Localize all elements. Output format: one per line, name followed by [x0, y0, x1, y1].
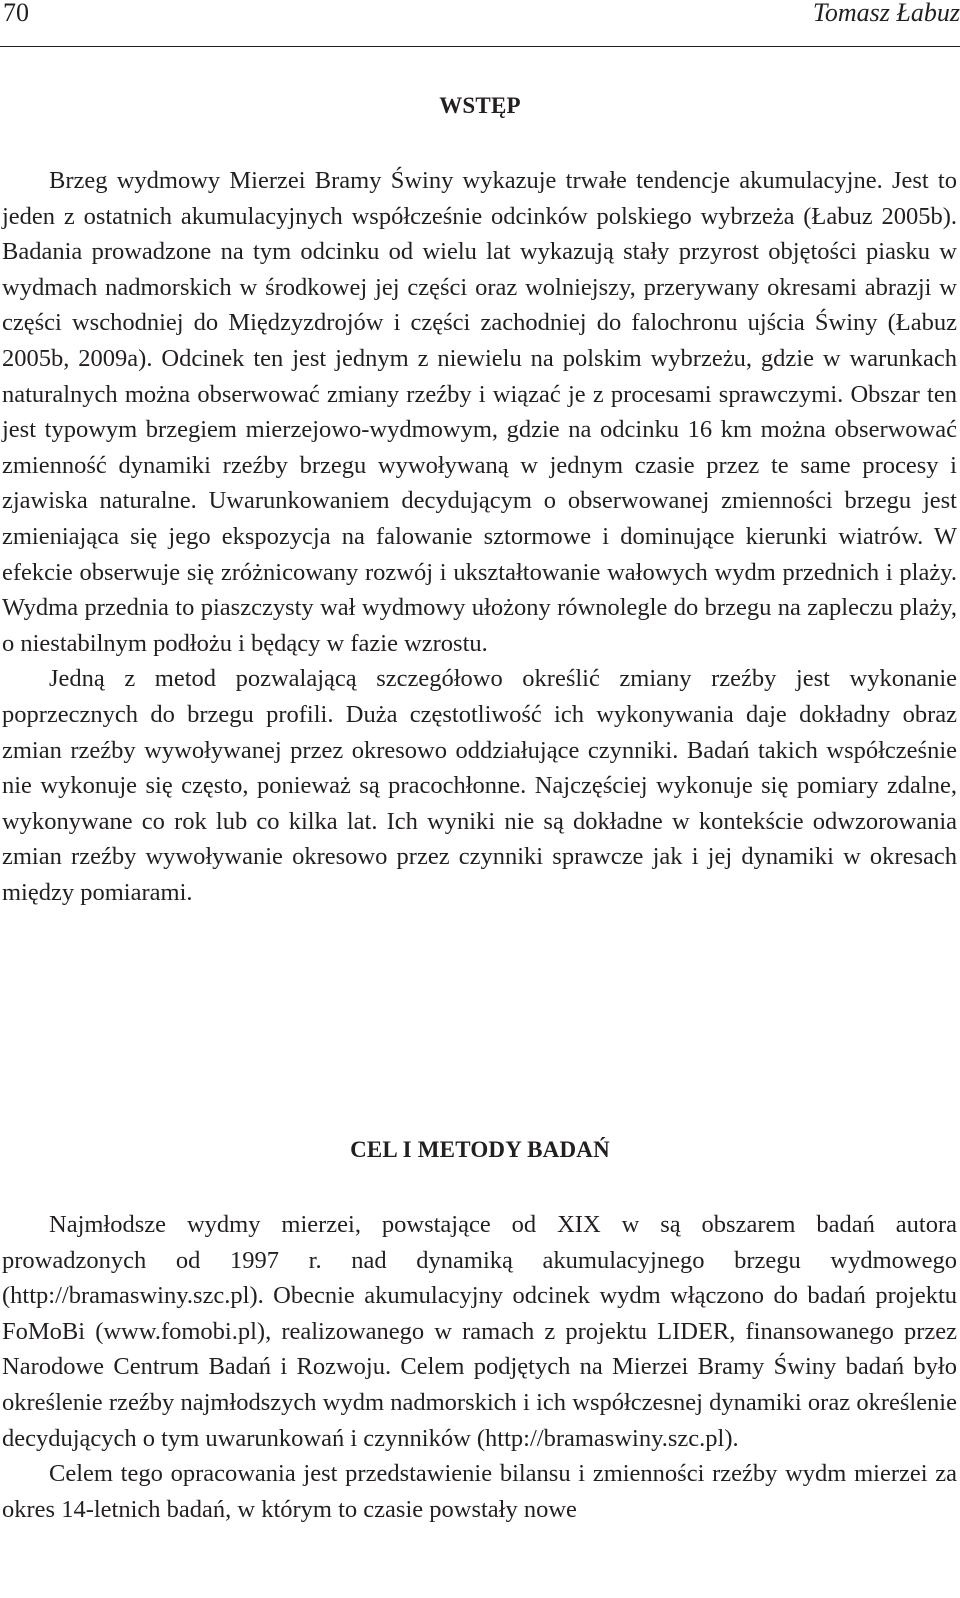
section-body-cel-i-metody [2, 1207, 957, 1527]
page-number: 70 [3, 0, 29, 27]
paragraph: Brzeg wydmowy Mierzei Bramy Świny wykazuje trwałe tendencje akumulacyjne. Jest to jeden z ostatnich akumulacyjnych współcześnie odcinków polskiego wybrzeża (Łabuz 2005b). Badania prowadzone na tym odcinku od wielu lat wykazują stały przyrost objętości piasku w wydmach nadmorskich w środkowej jej części oraz wolniejszy, przerywany okresami abrazji w części wschodniej do Międzyzdrojów i części zachodniej do falochronu ujścia Świny (Łabuz 2005b, 2009a). Odcinek ten jest jednym z niewielu na polskim wybrzeżu, gdzie w warunkach naturalnych można obserwować zmiany rzeźby i wiązać je z procesami sprawczymi. Obszar ten jest typowym brzegiem mierzejowo-wydmowym, gdzie na odcinku 16 km można obserwować zmienność dynamiki rzeźby brzegu wywoływaną w jednym czasie przez te same procesy i zjawiska naturalne. Uwarunkowaniem decydującym o obserwowanej zmienności brzegu jest zmieniająca się jego ekspozycja na falowanie sztormowe i dominujące kierunki wiatrów. W efekcie obserwuje się zróżnicowany rozwój i ukształtowanie wałowych wydm przednich i plaży. Wydma przednia to piaszczysty wał wydmowy ułożony równolegle do brzegu na zapleczu plaży, o niestabilnym podłożu i będący w fazie wzrostu. [2, 167, 957, 657]
section-heading-cel-i-metody: CEL I METODY BADAŃ [350, 1137, 610, 1162]
running-author: Tomasz Łabuz [812, 0, 960, 27]
paragraph: Najmłodsze wydmy mierzei, powstające od XIX w są obszarem badań autora prowadzonych od 1997 r. nad dynamiką akumulacyjnego brzegu wydmowego (http://bramaswiny.szc.pl). Obecnie akumulacyjny odcinek wydm włączono do badań projektu FoMoBi (www.fomobi.pl), realizowanego w ramach z projektu LIDER, finansowanego przez Narodowe Centrum Badań i Rozwoju. Celem podjętych na Mierzei Bramy Świny badań było określenie rzeźby najmłodszych wydm nadmorskich i ich współczesnej dynamiki oraz określenie decydujących o tym uwarunkowań i czynników (http://bramaswiny.szc.pl). [2, 1211, 957, 1452]
running-header [0, 0, 960, 47]
section-heading-wstep: WSTĘP [439, 93, 521, 118]
paragraph: Celem tego opracowania jest przedstawienie bilansu i zmienności rzeźby wydm mierzei za okres 14-letnich badań, w którym to czasie powstały nowe [2, 1460, 957, 1523]
paragraph: Jedną z metod pozwalającą szczegółowo określić zmiany rzeźby jest wykonanie poprzecznych do brzegu profili. Duża częstotliwość ich wykonywania daje dokładny obraz zmian rzeźby wywoływanej przez okresowo oddziałujące czynniki. Badań takich współcześnie nie wykonuje się często, ponieważ są pracochłonne. Najczęściej wykonuje się pomiary zdalne, wykonywane co rok lub co kilka lat. Ich wyniki nie są dokładne w kontekście odwzorowania zmian rzeźby wywoływanie okresowo przez czynniki sprawcze jak i jej dynamiki w okresach między pomiarami. [2, 665, 957, 906]
section-body-wstep [2, 163, 957, 910]
